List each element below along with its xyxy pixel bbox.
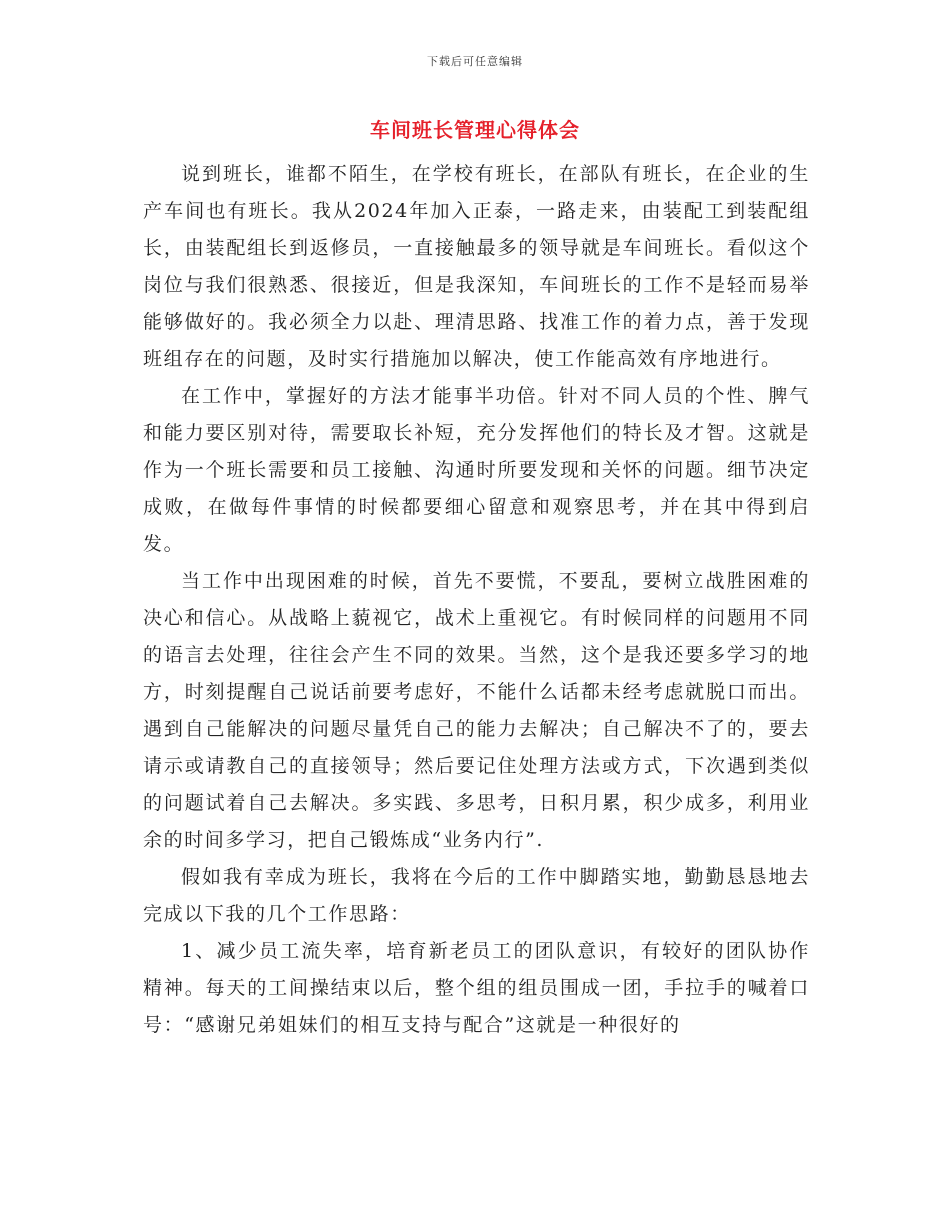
paragraph-4: 假如我有幸成为班长，我将在今后的工作中脚踏实地，勤勤恳恳地去完成以下我的几个工作思路： bbox=[143, 866, 810, 925]
document-body bbox=[143, 156, 810, 1044]
paragraph-5: 1、减少员工流失率，培育新老员工的团队意识，有较好的团队协作精神。每天的工间操结束以后，整个组的组员围成一团，手拉手的喊着口号：“感谢兄弟姐妹们的相互支持与配合”这就是一种很好的 bbox=[143, 940, 810, 1036]
document-title: 车间班长管理心得体会 bbox=[370, 118, 580, 142]
paragraph-2: 在工作中，掌握好的方法才能事半功倍。针对不同人员的个性、脾气和能力要区别对待，需要取长补短，充分发挥他们的特长及才智。这就是作为一个班长需要和员工接触、沟通时所要发现和关怀的问题。细节决定成败，在做每件事情的时候都要细心留意和观察思考，并在其中得到启发。 bbox=[143, 385, 810, 555]
paragraph-1: 说到班长，谁都不陌生，在学校有班长，在部队有班长，在企业的生产车间也有班长。我从2024年加入正泰，一路走来，由装配工到装配组长，由装配组长到返修员，一直接触最多的领导就是车间班长。看似这个岗位与我们很熟悉、很接近，但是我深知，车间班长的工作不是轻而易举能够做好的。我必须全力以赴、理清思路、找准工作的着力点，善于发现班组存在的问题，及时实行措施加以解决，使工作能高效有序地进行。 bbox=[143, 163, 810, 370]
page-header-note: 下载后可任意编辑 bbox=[427, 55, 523, 68]
paragraph-3: 当工作中出现困难的时候，首先不要慌，不要乱，要树立战胜困难的决心和信心。从战略上藐视它，战术上重视它。有时候同样的问题用不同的语言去处理，往往会产生不同的效果。当然，这个是我还要多学习的地方，时刻提醒自己说话前要考虑好，不能什么话都未经考虑就脱口而出。遇到自己能解决的问题尽量凭自己的能力去解决；自己解决不了的，要去请示或请教自己的直接领导；然后要记住处理方法或方式，下次遇到类似的问题试着自己去解决。多实践、多思考，日积月累，积少成多，利用业余的时间多学习，把自己锻炼成“业务内行”. bbox=[143, 570, 810, 851]
